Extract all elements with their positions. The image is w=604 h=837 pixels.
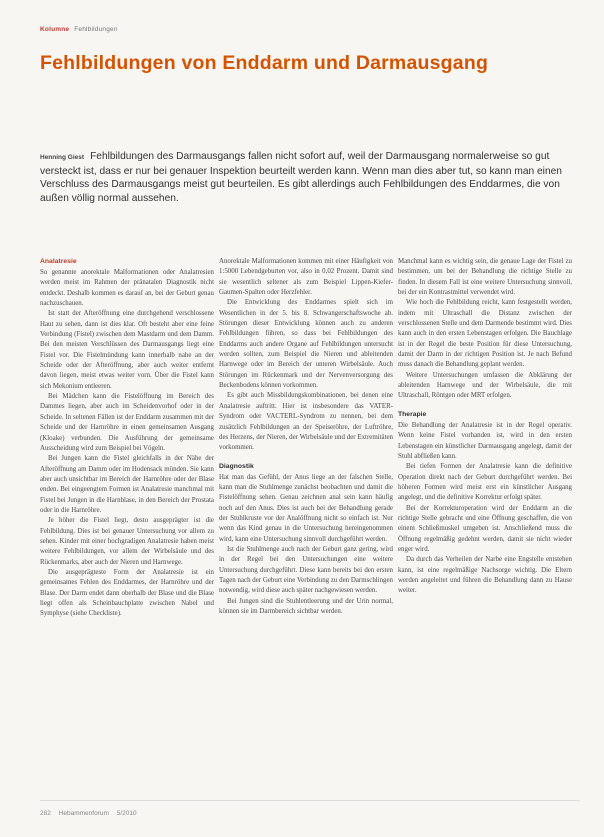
kicker (40, 26, 118, 33)
body-paragraph: Die Behandlung der Analatresie ist in der Regel operativ. Wenn keine Fistel vorhanden ist, wird in den ersten Lebenstagen ein künstlicher Darmausgang angelegt, damit der Stuhl abfließen kann. (398, 421, 572, 460)
page-number: 282 (40, 810, 51, 817)
body-paragraph: Da durch das Verheilen der Narbe eine Engstelle entstehen kann, ist eine regelmäßige Nachsorge wichtig. Die Eltern werden angeleitet und führen die Behandlung dann zu Hause weiter. (398, 556, 572, 595)
body-paragraph: Die ausgeprägteste Form der Analatresie ist ein gemeinsames Fehlen des Enddarmes, der Harnröhre und der Blase. Der Darm endet dann oberhalb der Blase und die Blase liegt offen als Scheinbauchplatte zwischen Nabel und Symphyse (siehe Checkliste). (40, 568, 214, 618)
body-paragraph: Hat man das Gefühl, der Anus liege an der falschen Stelle, kann man die Stuhlmenge zunächst beobachten und damit die Fistelöffnung sehen. Genau zeichnen anal sein kann häufig noch auf den Anus. Dies ist auch bei der Behandlung gerade der Stuhlkruste vor der Analöffnung nicht so einfach ist. Nur wenn das Kind genau in die Untersuchung hereingenommen wird, kann eine Untersuchung sinnvoll durchgeführt werden. (219, 473, 393, 543)
column-2 (219, 257, 393, 617)
footer-divider (40, 800, 580, 801)
section-heading-therapie: Therapie (398, 410, 427, 418)
section-heading-analatresie: Analatresie (40, 258, 77, 265)
body-paragraph: Bei Mädchen kann die Fistelöffnung im Bereich des Dammes liegen, aber auch im Scheidenvorhof oder in der Scheide. In seltenen Fällen ist der Enddarm zusammen mit der Scheide und der Harnröhre in einen gemeinsamen Ausgang (Kloake) verbunden. Die Ausführung der gemeinsame Ausscheidung wird zum Beispiel bei Vögeln. (40, 393, 214, 452)
column-3 (398, 257, 572, 597)
body-paragraph: Bei tiefen Formen der Analatresie kann die definitive Operation direkt nach der Geburt durchgeführt werden. Bei höheren Formen wird meist erst ein künstlicher Ausgang angelegt, und die definitive Korrektur erfolgt später. (398, 463, 572, 502)
body-paragraph: Bei der Korrekturoperation wird der Enddarm an die richtige Stelle gebracht und eine Öffnung geschaffen, die von einem Schließmuskel umgeben ist. Anschließend muss die Öffnung regelmäßig gedehnt werden, damit sie nicht wieder enger wird. (398, 504, 572, 553)
body-paragraph: So genannte anorektale Malformationen oder Analatresien werden meist im Rahmen der pränatalen Diagnostik nicht entdeckt. Deshalb kommen es darauf an, bei der Geburt genau nachzuschauen. (40, 269, 214, 308)
body-paragraph: Ist statt der Afteröffnung eine durchgehend verschlossene Haut zu sehen, dann ist dies klar. Oft besteht aber eine feine Verbindung (Fistel) zwischen dem Mastdarm und dem Damm. Bei den meisten Verschlüssen des Darmausgangs liegt eine Fistel vor. Die Fistelmündung kann innerhalb nahe an der Scheide oder der Afteröffnung, aber auch weiter entfernt davon liegen, meist etwas weiter vorn. Über die Fistel kann sich Mekonium entleeren. (40, 310, 214, 390)
body-paragraph: Es gibt auch Missbildungskombinationen, bei denen eine Analatresie auftritt. Hier ist insbesondere das VATER-Syndrom oder VACTERL-Syndrom zu nennen, bei dem zusätzlich Fehlbildungen an der Speiseröhre, der Luftröhre, des Herzens, der Nieren, der Wirbelsäule und der Extremitäten vorkommen. (219, 392, 393, 452)
lead-text: Fehlbildungen des Darmausgangs fallen nicht sofort auf, weil der Darmausgang normalerweise so gut versteckt ist, dass er nur bei genauer Inspektion beurteilt werden kann. Wenn man dies aber tut, so kann man einen Verschluss des Darmausgangs meist gut beurteilen. Es gibt allerdings auch Fehlbildungen des Enddarmes, die von außen völlig normal aussehen. (40, 151, 562, 204)
section-heading-diagnostik: Diagnostik (219, 462, 254, 470)
body-paragraph: Je höher die Fistel liegt, desto ausgeprägter ist die Fehlbildung. Dies ist bei genauer Untersuchung vor allem zu sehen. Kinder mit einer hochgradigen Analatresie haben meist weitere Fehlbildungen, vor allem der Wirbelsäule und des Rückenmarks, aber auch der Nieren und Harnwege. (40, 517, 214, 566)
issue-number: 5/2010 (116, 810, 137, 817)
body-paragraph: Ist die Stuhlmenge auch nach der Geburt ganz gering, wird in der Regel bei den Untersuchungen eine weitere Untersuchung durchgeführt. Diese kann bereits bei den ersten Tagen nach der Geburt eine Verbindung zu den Darmschlingen notwendig, wird diese auch später nachgewiesen werden. (219, 545, 393, 595)
body-paragraph: Bei Jungen sind die Stuhlentleerung und der Urin normal, können sie im Darmbereich sichtbar werden. (219, 597, 393, 615)
page-footer (40, 810, 143, 817)
body-paragraph: Die Entwicklung des Enddarmes spielt sich im Wesentlichen in der 5. bis 8. Schwangerschaftswoche ab. Störungen dieser Entwicklung können auch zu anderen Fehlbildungen führen, so dass bei Fehlbildungen des Enddarms auch andere Organe auf Fehlbildungen untersucht werden sollten, zum Beispiel die Nieren und ableitenden Harnwege oder im Bereich der unteren Wirbelsäule. Auch Störungen im Rückenmark und der Nervenversorgung des Beckenbodens können vorkommen. (219, 299, 393, 390)
body-paragraph: Anorektale Malformationen kommen mit einer Häufigkeit von 1:5000 Lebendgeburten vor, also in 0,02 Prozent. Damit sind sie wesentlich seltener als zum Beispiel Lippen-Kiefer-Gaumen-Spalten oder Herzfehler. (219, 258, 393, 297)
author-name: Henning Giest (40, 154, 85, 161)
kicker-label: Kolumne (40, 26, 70, 33)
lead-paragraph (40, 150, 580, 205)
column-1 (40, 257, 214, 620)
body-paragraph: Manchmal kann es wichtig sein, die genaue Lage der Fistel zu bestimmen, um bei der Behandlung die richtige Stelle zu finden. In diesem Fall ist eine weitere Untersuchung sinnvoll, bei der ein Kontrastmittel verwendet wird. (398, 258, 572, 297)
kicker-topic: Fehlbildungen (74, 26, 118, 33)
body-paragraph: Wie hoch die Fehlbildung reicht, kann festgestellt werden, indem mit Ultraschall die Distanz zwischen der verschlossenen Stelle und dem Darmende bestimmt wird. Dies kann auch in den ersten Lebenstagen erfolgen. Die Bauchlage ist in der Regel die beste Position für diese Untersuchung, damit der Darm in der richtigen Position ist. Je nach Befund muss danach die Behandlung geplant werden. (398, 299, 572, 369)
article-title: Fehlbildungen von Enddarm und Darmausgang (40, 52, 489, 74)
body-paragraph: Bei Jungen kann die Fistel gleichfalls in der Nähe der Afteröffnung am Damm oder im Hodensack münden. Sie kann aber auch unsichtbar im Bereich der Harnröhre oder der Blase enden. Bei eingeengtem Formen ist Analatresie manchmal mit Fistel bei Jungen in die Harnblase, in den Bereich der Prostata oder in die Harnröhre. (40, 455, 214, 514)
body-paragraph: Weitere Untersuchungen umfassen die Abklärung der ableitenden Harnwege und der Wirbelsäule, die mit Ultraschall, Röntgen oder MRT erfolgen. (398, 371, 572, 400)
magazine-name: Hebammenforum (58, 810, 109, 817)
